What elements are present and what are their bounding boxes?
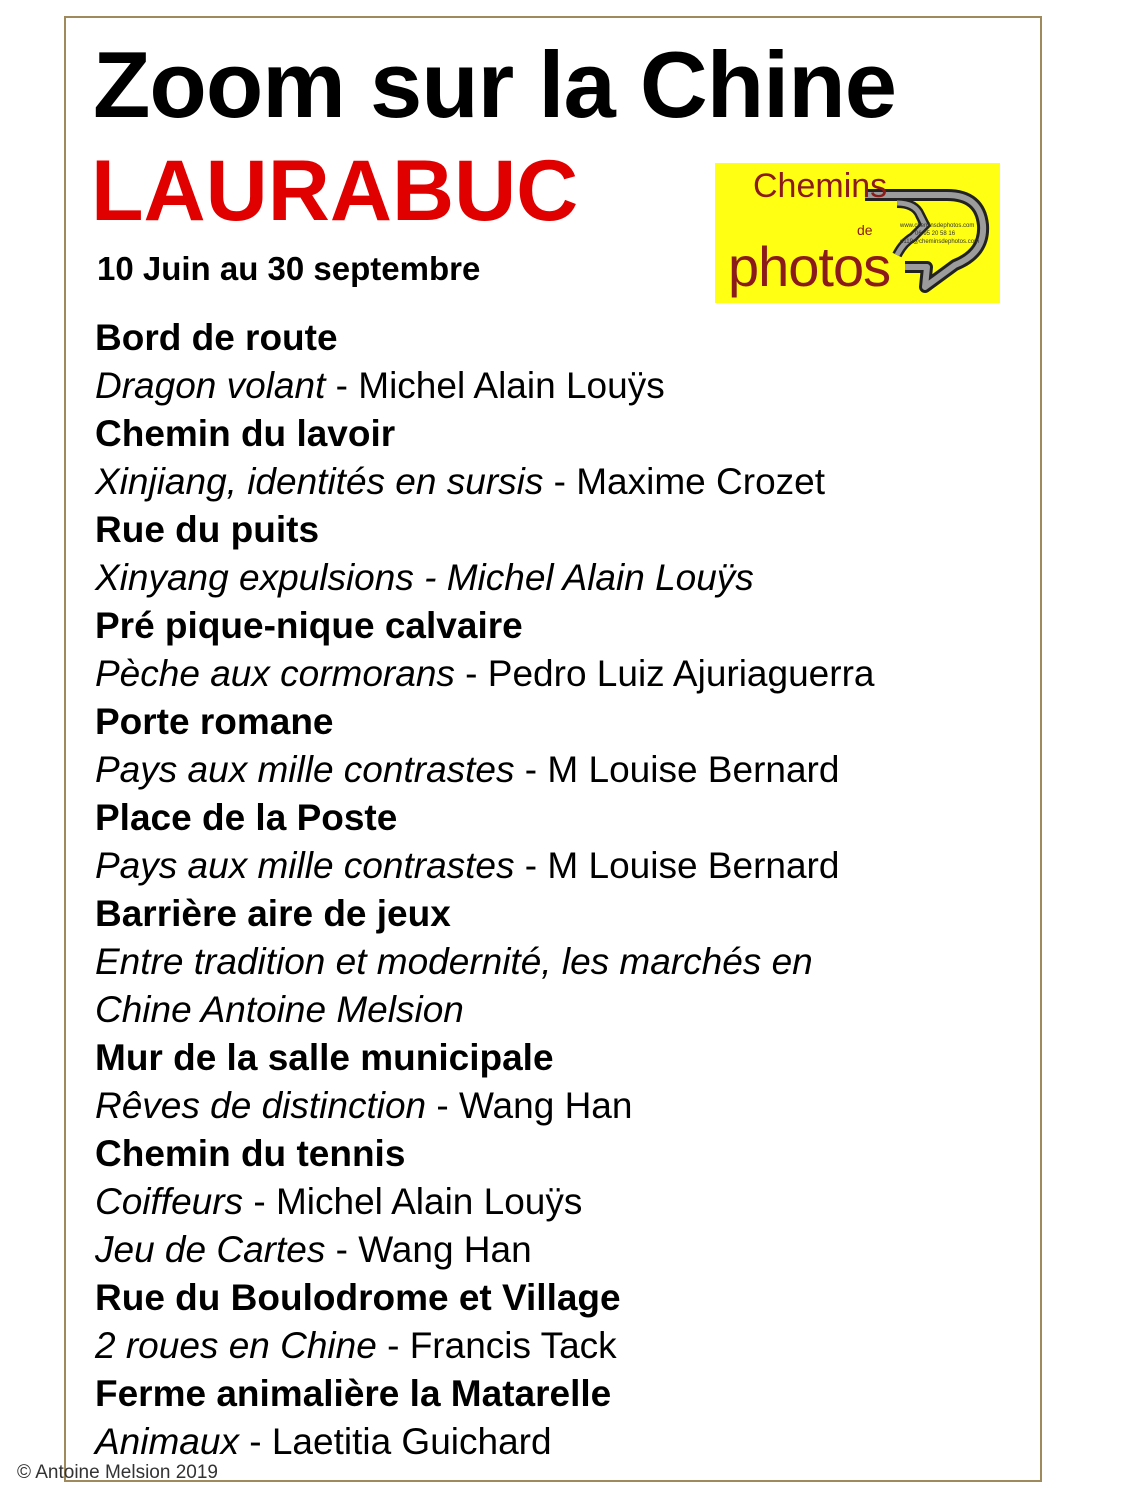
work-title: Chine Antoine Melsion — [95, 989, 464, 1030]
exhibit-item — [95, 1370, 1035, 1466]
work-title: Animaux — [95, 1421, 239, 1462]
poster-title: Zoom sur la Chine — [93, 32, 896, 137]
logo-text-chemins: Chemins — [753, 167, 888, 205]
exhibit-item — [95, 314, 1035, 410]
exhibit-item — [95, 1034, 1035, 1130]
poster-dates: 10 Juin au 30 septembre — [97, 250, 481, 287]
exhibit-work — [95, 1418, 1035, 1466]
work-title: Pèche aux cormorans — [95, 653, 455, 694]
logo-email: d119@cheminsdephotos.com — [900, 239, 980, 245]
exhibit-location: Chemin du lavoir — [95, 413, 396, 454]
work-artist: - Michel Alain Louÿs — [325, 365, 665, 406]
exhibit-work — [95, 986, 1035, 1034]
exhibit-location: Mur de la salle municipale — [95, 1037, 554, 1078]
work-artist: - M Louise Bernard — [514, 749, 840, 790]
exhibit-work — [95, 746, 1035, 794]
logo-website: www.cheminsdephotos.com — [900, 223, 975, 229]
logo-phone: 06 95 20 58 16 — [915, 231, 956, 237]
exhibit-work — [95, 1082, 1035, 1130]
poster-subtitle: LAURABUC — [91, 143, 579, 239]
exhibit-location: Bord de route — [95, 317, 338, 358]
exhibit-list — [95, 314, 1035, 1466]
exhibit-work — [95, 1322, 1035, 1370]
exhibit-item — [95, 1130, 1035, 1274]
work-title: Coiffeurs — [95, 1181, 244, 1222]
exhibit-item — [95, 794, 1035, 890]
work-artist: - Wang Han — [325, 1229, 532, 1270]
logo-text-de: de — [857, 222, 873, 238]
work-artist: - Wang Han — [426, 1085, 633, 1126]
exhibit-work — [95, 458, 1035, 506]
exhibit-item — [95, 602, 1035, 698]
copyright-notice: © Antoine Melsion 2019 — [17, 1462, 218, 1483]
exhibit-item — [95, 698, 1035, 794]
exhibit-item — [95, 1274, 1035, 1370]
exhibit-work — [95, 1226, 1035, 1274]
exhibit-location: Porte romane — [95, 701, 334, 742]
exhibit-work — [95, 362, 1035, 410]
exhibit-location: Place de la Poste — [95, 797, 398, 838]
exhibit-location: Pré pique-nique calvaire — [95, 605, 523, 646]
work-artist: - Francis Tack — [376, 1325, 617, 1366]
work-artist: - Maxime Crozet — [543, 461, 826, 502]
exhibit-work — [95, 938, 1035, 986]
chemins-de-photos-logo — [715, 163, 1000, 303]
exhibit-location: Ferme animalière la Matarelle — [95, 1373, 612, 1414]
exhibit-item — [95, 890, 1035, 1034]
work-artist: - Michel Alain Louÿs — [243, 1181, 583, 1222]
work-title: Dragon volant — [95, 365, 326, 406]
exhibit-work — [95, 1178, 1035, 1226]
work-title: Jeu de Cartes — [95, 1229, 326, 1270]
exhibit-item — [95, 506, 1035, 602]
work-title: 2 roues en Chine — [95, 1325, 377, 1366]
exhibit-location: Chemin du tennis — [95, 1133, 406, 1174]
work-title: Pays aux mille contrastes — [95, 845, 515, 886]
work-title: Entre tradition et modernité, les marchés en — [95, 941, 813, 982]
work-title: Rêves de distinction — [95, 1085, 427, 1126]
work-artist: - Pedro Luiz Ajuriaguerra — [454, 653, 875, 694]
exhibit-work — [95, 650, 1035, 698]
exhibit-location: Barrière aire de jeux — [95, 893, 451, 934]
work-title: Xinyang expulsions - Michel Alain Louÿs — [95, 557, 754, 598]
work-title: Xinjiang, identités en sursis — [95, 461, 544, 502]
exhibit-location: Rue du puits — [95, 509, 320, 550]
work-artist: - Laetitia Guichard — [238, 1421, 552, 1462]
exhibit-work — [95, 554, 1035, 602]
logo-text-photos: photos — [728, 235, 891, 298]
exhibit-work — [95, 842, 1035, 890]
exhibit-item — [95, 410, 1035, 506]
work-title: Pays aux mille contrastes — [95, 749, 515, 790]
exhibit-location: Rue du Boulodrome et Village — [95, 1277, 621, 1318]
work-artist: - M Louise Bernard — [514, 845, 840, 886]
